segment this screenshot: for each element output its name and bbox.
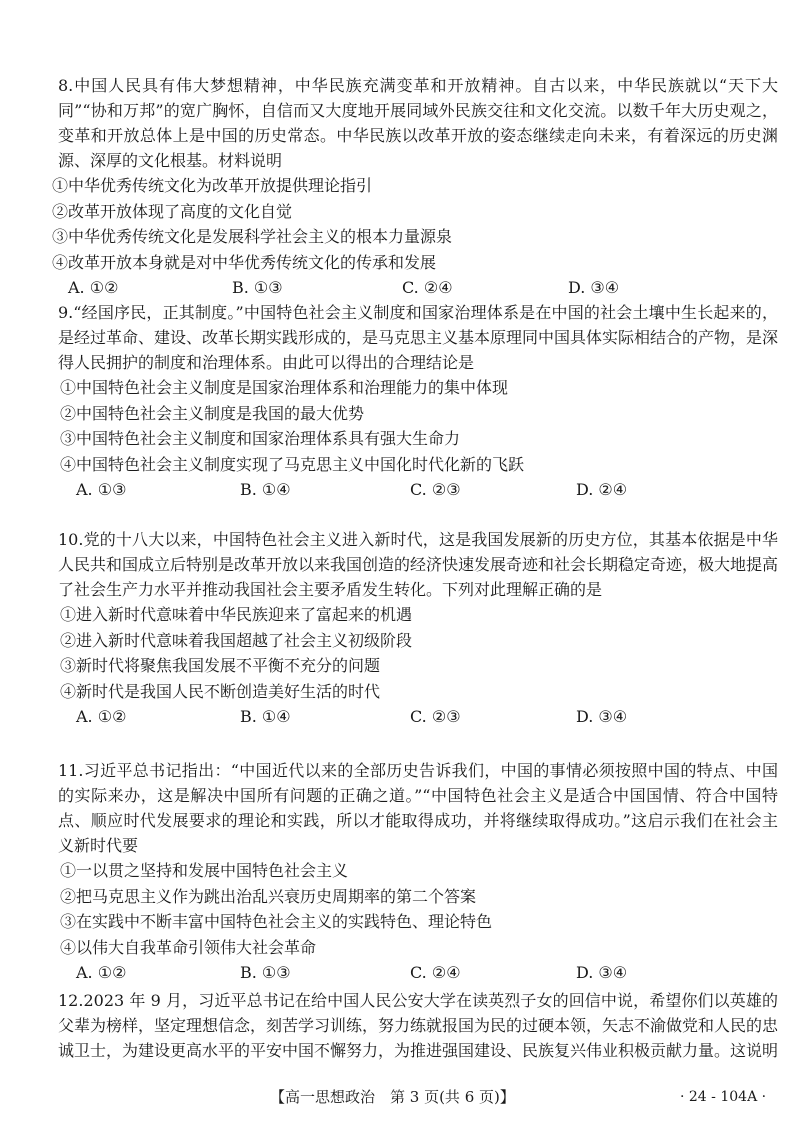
choice-b[interactable]: B. ①③ (240, 963, 291, 982)
question-9 (58, 300, 778, 502)
footer-page-info: 【高一思想政治 第 3 页(共 6 页)】 (270, 1088, 515, 1106)
question-text: “经国序民，正其制度。”中国特色社会主义制度和国家治理体系是在中国的社会土壤中生长起来的，是经过革命、建设、改革长期实践形成的，是马克思主义基本原理同中国具体实际相结合的产物，是深得人民拥护的制度和治理体系。由此可以得出的合理结论是 (58, 303, 779, 372)
question-number: 9. (58, 303, 74, 322)
option-1: ①中华优秀传统文化为改革开放提供理论指引 (52, 176, 373, 195)
choice-d[interactable]: D. ③④ (576, 707, 628, 726)
answer-choices (58, 704, 778, 729)
option-2: ②把马克思主义作为跳出治乱兴衰历史周期率的第二个答案 (60, 886, 477, 906)
option-3: ③新时代将聚焦我国发展不平衡不充分的问题 (60, 656, 381, 675)
page-footer (0, 1085, 794, 1109)
option-3: ③中华优秀传统文化是发展科学社会主义的根本力量源泉 (52, 227, 453, 246)
option-2: ②进入新时代意味着我国超越了社会主义初级阶段 (60, 630, 413, 650)
choice-c[interactable]: C. ②④ (410, 963, 461, 982)
answer-choices (58, 275, 778, 300)
choice-d[interactable]: D. ③④ (568, 278, 620, 297)
question-12 (58, 988, 778, 1063)
choice-c[interactable]: C. ②③ (410, 480, 461, 499)
question-10 (58, 527, 778, 729)
choice-c[interactable]: C. ②④ (402, 278, 453, 297)
choice-b[interactable]: B. ①④ (240, 707, 291, 726)
choice-a[interactable]: A. ①② (76, 963, 127, 982)
question-number: 8. (58, 76, 74, 95)
question-text: 2023 年 9 月，习近平总书记在给中国人民公安大学在读英烈子女的回信中说，希望你们以英雄的父辈为榜样，坚定理想信念，刻苦学习训练，努力练就报国为民的过硬本领，矢志不渝做党和人民的忠诚卫士，为建设更高水平的平安中国不懈努力，为推进强国建设、民族复兴伟业积极贡献力量。这说明 (58, 991, 779, 1060)
choice-b[interactable]: B. ①④ (240, 480, 291, 499)
option-2: ②中国特色社会主义制度是我国的最大优势 (60, 403, 365, 423)
option-3: ③中国特色社会主义制度和国家治理体系具有强大生命力 (60, 429, 461, 448)
choice-a[interactable]: A. ①② (76, 707, 127, 726)
choice-a[interactable]: A. ①③ (76, 480, 127, 499)
option-4: ④中国特色社会主义制度实现了马克思主义中国化时代化新的飞跃 (60, 454, 525, 474)
question-number: 11. (58, 761, 84, 780)
question-stem (58, 758, 778, 858)
choice-a[interactable]: A. ①② (68, 278, 119, 297)
question-text: 中国人民具有伟大梦想精神，中华民族充满变革和开放精神。自古以来，中华民族就以“天下大同”“协和万邦”的宽广胸怀，自信而又大度地开展同域外民族交往和文化交流。以数千年大历史观之，变革和开放总体上是中国的历史常态。中华民族以改革开放的姿态继续走向未来，有着深远的历史渊源、深厚的文化根基。材料说明 (58, 76, 778, 170)
question-stem (58, 300, 778, 375)
choice-d[interactable]: D. ②④ (576, 480, 628, 499)
option-4: ④改革开放本身就是对中华优秀传统文化的传承和发展 (52, 252, 437, 272)
question-number: 12. (58, 991, 84, 1010)
option-1: ①一以贯之坚持和发展中国特色社会主义 (60, 861, 349, 880)
option-1: ①进入新时代意味着中华民族迎来了富起来的机遇 (60, 605, 413, 624)
choice-c[interactable]: C. ②③ (410, 707, 461, 726)
question-stem (58, 527, 778, 602)
question-stem (58, 73, 778, 173)
question-stem (58, 988, 778, 1063)
option-3: ③在实践中不断丰富中国特色社会主义的实践特色、理论特色 (60, 912, 493, 931)
question-number: 10. (58, 530, 84, 549)
choice-d[interactable]: D. ③④ (576, 963, 628, 982)
question-11 (58, 758, 778, 985)
option-4: ④新时代是我国人民不断创造美好生活的时代 (60, 681, 381, 701)
question-8 (52, 73, 778, 300)
option-4: ④以伟大自我革命引领伟大社会革命 (60, 937, 317, 957)
option-2: ②改革开放体现了高度的文化自觉 (52, 201, 293, 221)
choice-b[interactable]: B. ①③ (232, 278, 283, 297)
question-text: 党的十八大以来，中国特色社会主义进入新时代，这是我国发展新的历史方位，其基本依据是中华人民共和国成立后特别是改革开放以来我国创造的经济快速发展奇迹和社会长期稳定奇迹，极大地提高了社会生产力水平并推动我国社会主要矛盾发生转化。下列对此理解正确的是 (58, 530, 779, 599)
answer-choices (58, 477, 778, 502)
option-1: ①中国特色社会主义制度是国家治理体系和治理能力的集中体现 (60, 378, 509, 397)
question-text: 习近平总书记指出：“中国近代以来的全部历史告诉我们，中国的事情必须按照中国的特点、中国的实际来办，这是解决中国所有问题的正确之道。”“中国特色社会主义是适合中国国情、符合中国特点、顺应时代发展要求的理论和实践，所以才能取得成功，并将继续取得成功。”这启示我们在社会主义新时代要 (58, 761, 778, 855)
footer-code: · 24 - 104A · (680, 1089, 767, 1105)
answer-choices (58, 960, 778, 985)
